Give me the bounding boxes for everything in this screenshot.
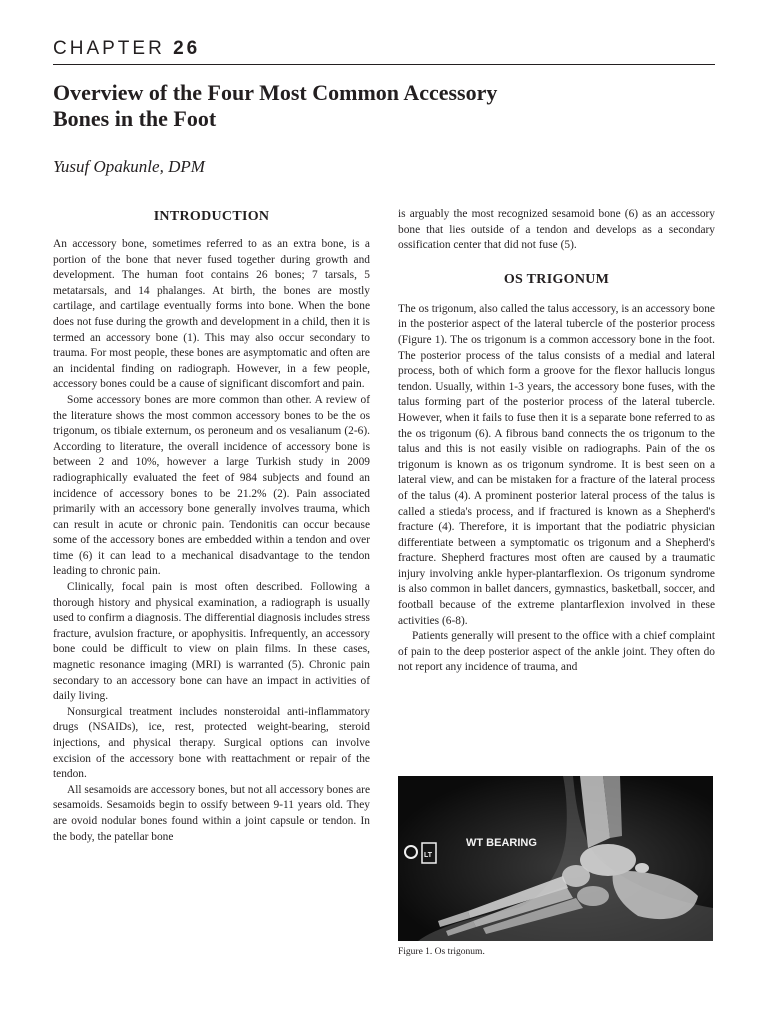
chapter-header xyxy=(53,38,715,65)
article-title xyxy=(53,80,653,132)
os-trigonum-paragraph: Patients generally will present to the office with a chief complaint of pain to the deep posterior aspect of the ankle joint. They often do not report any incidence of trauma, and xyxy=(398,630,715,674)
figure-caption: Figure 1. Os trigonum. xyxy=(398,947,485,957)
intro-paragraph: Clinically, focal pain is most often described. Following a thorough history and physical examination, a radiograph is usually used to confirm a diagnosis. The differential diagnosis includes stress fracture, avulsion fracture, or apophysitis. Infrequently, an accessory bone could be difficult to view on plain films. In these cases, magnetic resonance imaging (MRI) is warranted (5). Chronic pain secondary to an accessory bone can have an impact in activities of daily living. xyxy=(53,581,370,703)
intro-paragraph: All sesamoids are accessory bones, but not all accessory bones are sesamoids. Sesamoids begin to ossify between 9-11 years old. They are ovoid nodular bones found within a joint capsule or tendon. In the body, the patellar bone xyxy=(53,783,370,843)
intro-paragraph: Nonsurgical treatment includes nonsteroidal anti-inflammatory drugs (NSAIDs), ice, rest, protected weight-bearing, steroid injections, and physical therapy. Surgical options can involve excision of the accessory bone with reattachment or repair of the tendon. xyxy=(53,705,370,781)
xray-figure xyxy=(398,776,713,941)
left-column xyxy=(53,207,370,845)
author-byline: Yusuf Opakunle, DPM xyxy=(53,157,205,176)
marker-small-text: LT xyxy=(424,852,433,859)
title-line-1: Overview of the Four Most Common Accessory xyxy=(53,80,498,105)
title-line-2: Bones in the Foot xyxy=(53,106,217,131)
continuation-paragraph: is arguably the most recognized sesamoid bone (6) as an accessory bone that lies outside of a tendon and develops as a secondary ossification center that did not fuse (5). xyxy=(398,208,715,252)
marker-label: WT BEARING xyxy=(466,837,537,849)
foot-xray-image xyxy=(398,776,713,941)
os-trigonum-heading: OS TRIGONUM xyxy=(503,271,610,287)
introduction-heading: INTRODUCTION xyxy=(153,209,270,224)
os-trigonum-paragraph: The os trigonum, also called the talus accessory, is an accessory bone in the posterior aspect of the lateral tubercle of the posterior process (Figure 1). The os trigonum is a common accessory bone in the foot. The posterior process of the talus consists of a medial and lateral process, both of which form a groove for the flexor hallucis longus tendon. Usually, within 1-3 years, the accessory bone fuses, with the talus forming part of the posterior process of the lateral tubercle. However, when it fails to fuse then it is a separate bone referred to as the os trigonum (6). A fibrous band connects the os trigonum to the talus and this is not easily visible on radiographs. Pain of the os trigonum is known as os trigonum syndrome. It is best seen on a lateral view, and can be mistaken for a fracture of the lateral process of the talus (4). A prominent posterior lateral process of the talus is called a stieda's process, and if fractured is known as a Shepherd's fracture (4). Therefore, it is important that the podiatric physician differentiate between a symptomatic os trigonum and a Shepherd's fracture. Shepherd fractures most often are caused by a traumatic injury involving ankle hyper-plantarflexion. Os trigonum syndrome is also common in ballet dancers, gymnastics, basketball, soccer, and football because of the extreme plantarflexion involved in these activities (6-8). xyxy=(398,302,715,627)
intro-paragraph: Some accessory bones are more common than other. A review of the literature shows the most common accessory bones to be the os trigonum, os tibiale externum, os peroneum and os vesalianum (2-6). According to literature, the overall incidence of accessory bone is between 2 and 10%, however a large Turkish study in 2009 radiographically evaluated the feet of 984 subjects and found an incidence of accessory bones to be 21.2% (2). Pain associated primarily with an accessory bone generally involves trauma, which can result in acute or chronic pain. Tendonitis can occur because some of the accessory bones are embedded within a tendon and over time (6) it can lead to a mechanical disadvantage to the tendon leading to chronic pain. xyxy=(53,393,370,578)
intro-paragraph: An accessory bone, sometimes referred to as an extra bone, is a portion of the bone that never fused together during growth and development. The human foot contains 26 bones; 7 tarsals, 5 metatarsals, and 14 phalanges. At birth, the bones are mostly cartilage, and cartilage eventually forms into bone. When the bone does not fuse during the growth and development in a child, then it is termed an accessory bone (1). This may also occur secondary to trauma. For most people, these bones are asymptomatic and often are an incidental finding on radiograph. However, in a few people, accessory bones could be a cause of significant discomfort and pain. xyxy=(53,238,370,391)
chapter-number: 26 xyxy=(173,38,201,59)
chapter-label: CHAPTER xyxy=(53,38,165,59)
right-column xyxy=(398,207,715,676)
